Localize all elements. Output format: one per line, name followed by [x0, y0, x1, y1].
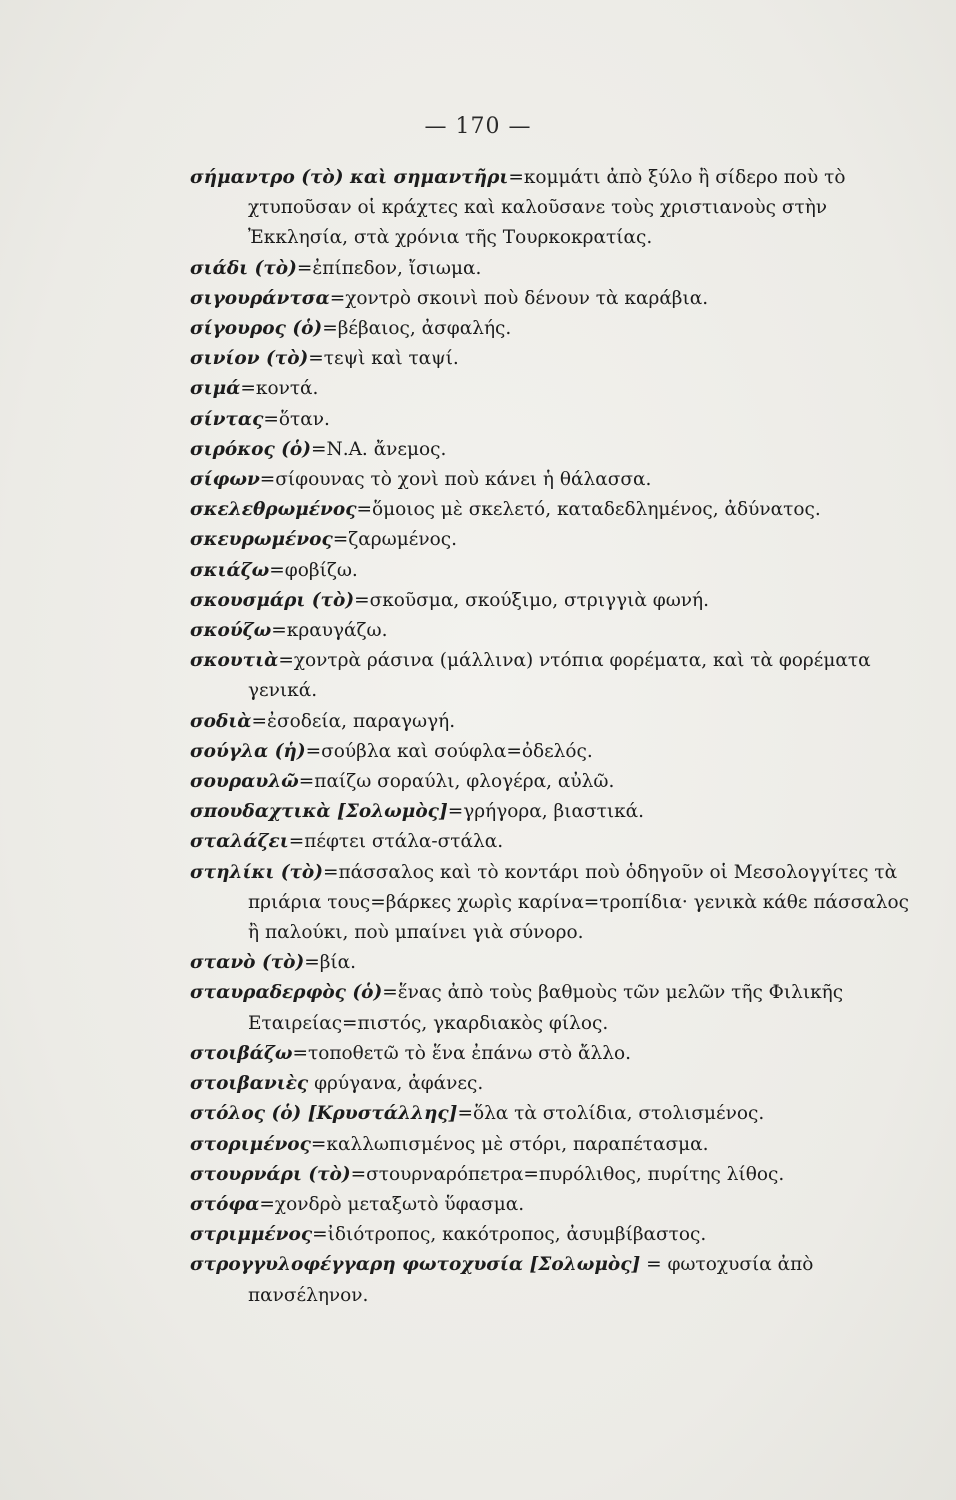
entry-headword: σοδιὰ [190, 710, 252, 732]
entry-headword: σήμαντρο (τὸ) καὶ σημαντῆρι [190, 167, 509, 188]
dictionary-entry [190, 556, 910, 586]
entry-definition: =ὅταν. [263, 408, 330, 430]
dictionary-entry [190, 1099, 910, 1129]
dictionary-entry [190, 1220, 910, 1250]
entry-headword: στηλίκι (τὸ) [190, 861, 324, 883]
dictionary-entry [190, 465, 910, 495]
dictionary-entry [190, 797, 910, 827]
dictionary-entry [190, 1190, 910, 1220]
dictionary-entry [190, 948, 910, 978]
entry-headword: σκελεθρωμένος [190, 499, 357, 521]
entry-definition: =πάσσαλος καὶ τὸ κοντάρι ποὺ ὁδηγοῦν οἱ Μεσολογγίτες τὰ πριάρια τους=βάρκες χωρὶς καρίνα=τροπίδια· γενικὰ κάθε πάσσαλος ἢ παλούκι, ποὺ μπαίνει γιὰ σύνορο. [248, 861, 909, 944]
dictionary-entry [190, 1130, 910, 1160]
dictionary-entries [190, 163, 910, 1311]
entry-headword: σίφων [190, 469, 260, 491]
entry-headword: σκευρωμένος [190, 529, 333, 551]
entry-definition: =σίφουνας τὸ χονὶ ποὺ κάνει ἡ θάλασσα. [259, 469, 652, 491]
entry-definition: =βέβαιος, ἀσφαλής. [322, 318, 512, 340]
dictionary-entry [190, 1039, 910, 1069]
dictionary-entry [190, 314, 910, 344]
entry-headword: στόλος (ὁ) [Κρυστάλλης] [190, 1103, 458, 1125]
entry-definition: =ὅμοιος μὲ σκελετό, καταδεδλημένος, ἀδύνατος. [356, 499, 821, 521]
entry-definition: =κοντά. [240, 378, 319, 400]
dictionary-entry [190, 586, 910, 616]
dictionary-entry [190, 525, 910, 555]
entry-definition: =ἐσοδεία, παραγωγή. [251, 710, 456, 732]
dictionary-entry [190, 374, 910, 404]
entry-headword: σταυραδερφὸς (ὁ) [190, 982, 383, 1004]
entry-headword: σιγουράντσα [190, 287, 330, 309]
entry-definition: =χοντρὸ σκοινὶ ποὺ δένουν τὰ καράβια. [329, 287, 709, 309]
entry-definition: =ὅλα τὰ στολίδια, στολισμένος. [457, 1103, 765, 1125]
dictionary-entry [190, 707, 910, 737]
dictionary-entry [190, 1160, 910, 1190]
entry-definition: = φωτοχυσία ἀπὸ πανσέληνον. [248, 1254, 814, 1306]
entry-headword: σίντας [190, 408, 264, 430]
entry-headword: σιάδι (τὸ) [190, 257, 297, 279]
entry-headword: σινίον (τὸ) [190, 348, 309, 370]
entry-headword: σιμά [190, 378, 241, 400]
entry-headword: στοιβανιὲς [190, 1073, 309, 1095]
entry-headword: σκουτιὰ [190, 650, 279, 672]
entry-headword: στοριμένος [190, 1133, 311, 1155]
entry-definition: =στουρναρόπετρα=πυρόλιθος, πυρίτης λίθος. [350, 1163, 785, 1185]
entry-definition: =Ν.Α. ἄνεμος. [311, 438, 447, 460]
entry-headword: στουρνάρι (τὸ) [190, 1163, 351, 1185]
entry-headword: σπουδαχτικὰ [Σολωμὸς] [190, 801, 448, 823]
entry-definition: =φοβίζω. [269, 559, 358, 581]
entry-definition: =ἰδιότροπος, κακότροπος, ἀσυμβίβαστος. [312, 1224, 707, 1246]
entry-headword: στρογγυλοφέγγαρη φωτοχυσία [Σολωμὸς] [190, 1254, 641, 1276]
entry-definition: =ζαρωμένος. [332, 529, 457, 551]
entry-headword: σταλάζει [190, 831, 289, 853]
dictionary-entry [190, 767, 910, 797]
entry-definition: =τεψὶ καὶ ταψί. [308, 348, 459, 370]
dictionary-entry [190, 616, 910, 646]
dictionary-entry [190, 646, 910, 706]
entry-definition: =τοποθετῶ τὸ ἕνα ἐπάνω στὸ ἄλλο. [292, 1042, 632, 1064]
dictionary-entry [190, 435, 910, 465]
entry-headword: σούγλα (ἡ) [190, 740, 306, 762]
entry-definition: =πέφτει στάλα-στάλα. [288, 831, 504, 853]
entry-definition: =κομμάτι ἀπὸ ξύλο ἢ σίδερο ποὺ τὸ χτυποῦσαν οἱ κράχτες καὶ καλοῦσανε τοὺς χριστιανοὺς στὴν Ἐκκλησία, στὰ χρόνια τῆς Τουρκοκρατίας. [248, 167, 846, 249]
entry-definition: =βία. [304, 952, 357, 974]
entry-definition: =καλλωπισμένος μὲ στόρι, παραπέτασμα. [310, 1133, 709, 1155]
entry-definition: =παίζω σοραύλι, φλογέρα, αὐλῶ. [298, 771, 615, 793]
entry-headword: στριμμένος [190, 1224, 313, 1246]
dictionary-entry [190, 405, 910, 435]
dictionary-entry [190, 284, 910, 314]
entry-definition: =γρήγορα, βιαστικά. [447, 801, 645, 823]
entry-definition: =χοντρὰ ράσινα (μάλλινα) ντόπια φορέματα, καὶ τὰ φορέματα γενικά. [248, 650, 871, 702]
entry-definition: =κραυγάζω. [271, 620, 388, 642]
dictionary-entry [190, 254, 910, 284]
entry-definition: φρύγανα, ἀφάνες. [308, 1073, 484, 1095]
entry-definition: =σκοῦσμα, σκούξιμο, στριγγιὰ φωνή. [354, 589, 709, 611]
entry-definition: =ἕνας ἀπὸ τοὺς βαθμοὺς τῶν μελῶν τῆς Φιλικῆς Εταιρείας=πιστός, γκαρδιακὸς φίλος. [248, 982, 844, 1034]
dictionary-entry [190, 1069, 910, 1099]
entry-definition: =σούβλα καὶ σούφλα=ὀδελός. [305, 740, 593, 762]
dictionary-entry [190, 1250, 910, 1310]
entry-headword: σκιάζω [190, 559, 270, 581]
entry-definition: =ἐπίπεδον, ἴσιωμα. [296, 257, 482, 279]
entry-headword: σκούζω [190, 620, 272, 642]
entry-headword: σκουσμάρι (τὸ) [190, 589, 355, 611]
dictionary-entry [190, 163, 910, 254]
dictionary-entry [190, 827, 910, 857]
entry-headword: σουραυλῶ [190, 771, 299, 793]
dictionary-entry [190, 344, 910, 374]
dictionary-entry [190, 978, 910, 1038]
entry-headword: στοιβάζω [190, 1042, 293, 1064]
entry-headword: στόφα [190, 1193, 260, 1215]
page-number: — 170 — [424, 114, 532, 139]
dictionary-entry [190, 858, 910, 949]
entry-headword: σίγουρος (ὁ) [190, 318, 323, 340]
entry-definition: =χονδρὸ μεταξωτὸ ὕφασμα. [259, 1193, 525, 1215]
dictionary-entry [190, 737, 910, 767]
dictionary-entry [190, 495, 910, 525]
entry-headword: στανὸ (τὸ) [190, 952, 305, 974]
entry-headword: σιρόκος (ὁ) [190, 438, 311, 460]
